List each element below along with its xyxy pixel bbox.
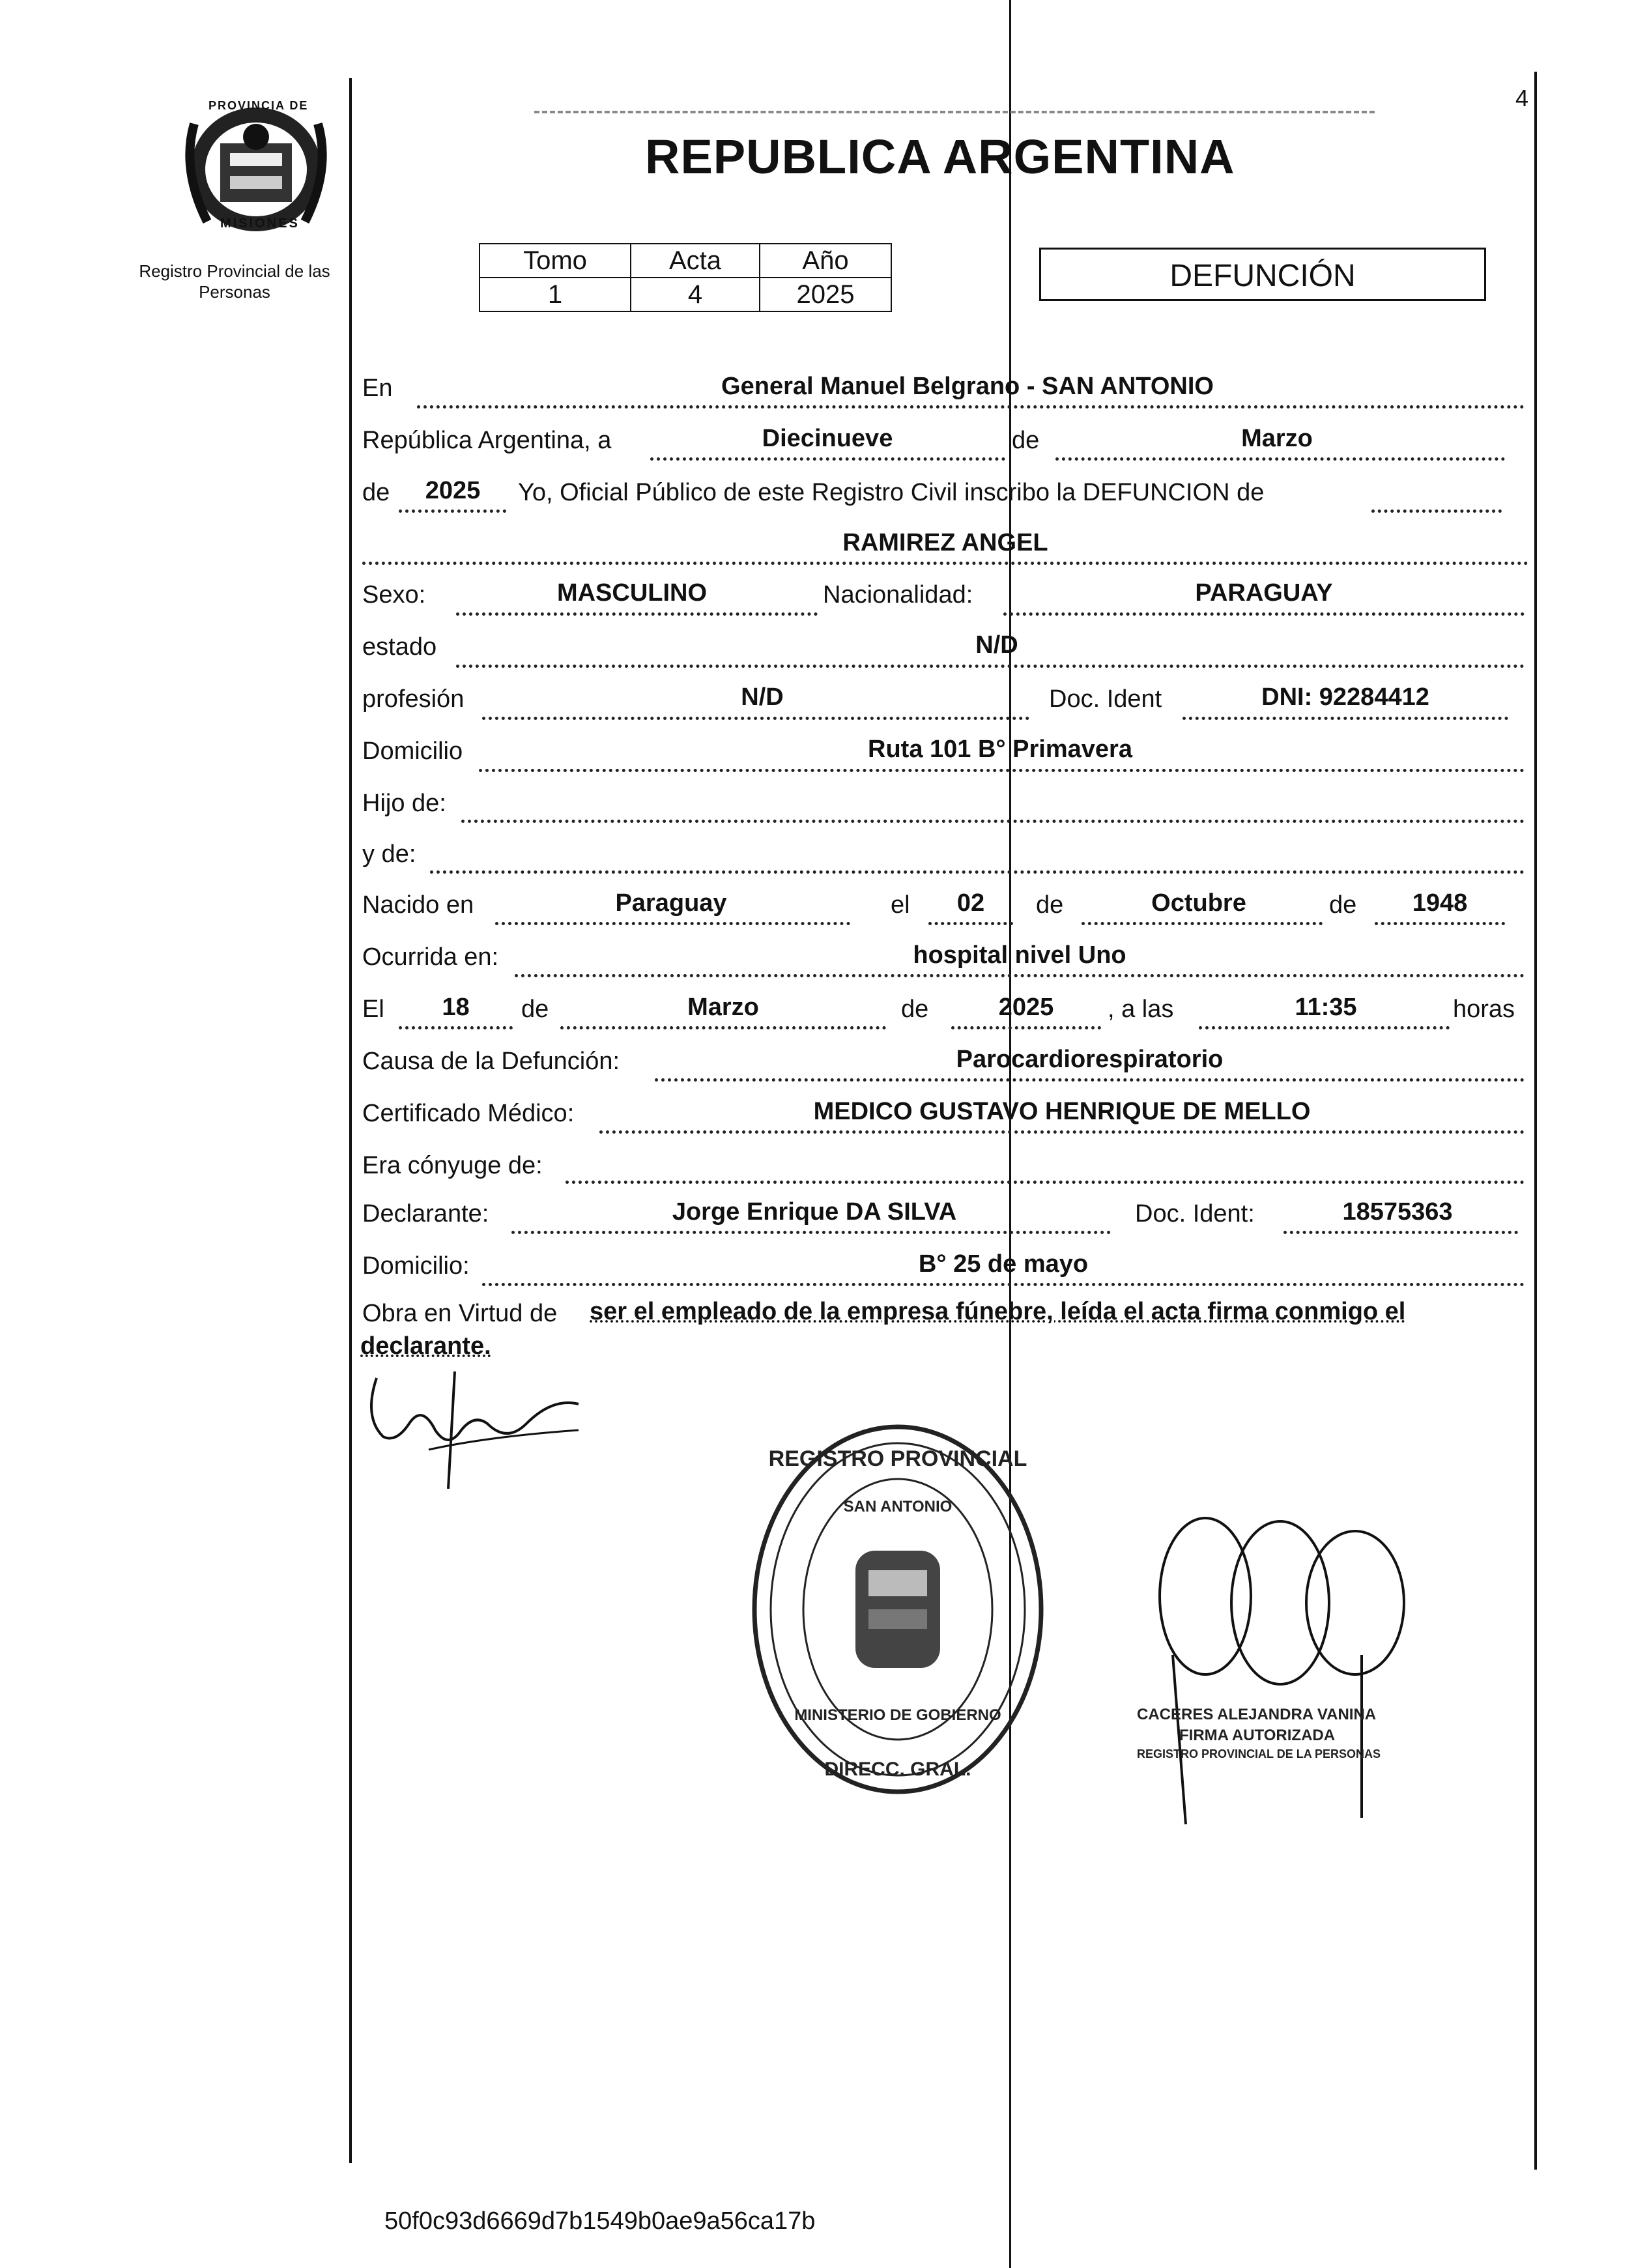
def-hora: 11:35 xyxy=(1295,994,1357,1021)
svg-text:DIRECC. GRAL.: DIRECC. GRAL. xyxy=(824,1758,971,1780)
conyuge-label: Era cónyuge de: xyxy=(362,1152,543,1179)
official-signature xyxy=(1147,1512,1459,1837)
dia-value: Diecinueve xyxy=(762,425,893,452)
acta-value: 4 xyxy=(631,278,760,311)
authority-title: FIRMA AUTORIZADA xyxy=(1179,1727,1336,1744)
emblem-text-bottom: MISIONES xyxy=(220,216,300,231)
issuer-label: Registro Provincial de las Personas xyxy=(139,261,330,302)
tomo-value: 1 xyxy=(480,278,631,311)
tomo-header: Tomo xyxy=(480,244,631,278)
obra-label: Obra en Virtud de xyxy=(362,1300,558,1327)
nacido-dots xyxy=(495,922,850,925)
el-label: el xyxy=(891,891,910,919)
decl-doc-value: 18575363 xyxy=(1342,1198,1453,1226)
def-anio: 2025 xyxy=(998,994,1054,1021)
obra-value-2: declarante. xyxy=(360,1332,491,1360)
def-mes: Marzo xyxy=(687,994,759,1021)
nacionalidad-label: Nacionalidad: xyxy=(823,581,973,609)
estado-dots xyxy=(456,665,1525,668)
sexo-value: MASCULINO xyxy=(556,579,708,607)
svg-text:MINISTERIO DE GOBIERNO: MINISTERIO DE GOBIERNO xyxy=(794,1706,1001,1724)
nac-dia-dots xyxy=(928,922,1013,925)
profesion-value: N/D xyxy=(741,683,784,711)
doc-dots xyxy=(1182,717,1508,720)
header-dashes xyxy=(534,111,1375,116)
ocurrida-dots xyxy=(515,974,1525,977)
authority-office: REGISTRO PROVINCIAL DE LA PERSONAS xyxy=(1137,1747,1381,1760)
nacionalidad-value: PARAGUAY xyxy=(1195,579,1333,607)
declarante-value: Jorge Enrique DA SILVA xyxy=(672,1198,957,1226)
yo-text: Yo, Oficial Público de este Registro Civil inscribo la DEFUNCION de xyxy=(518,479,1265,506)
hijo-dots xyxy=(461,820,1525,823)
doc-value: DNI: 92284412 xyxy=(1261,683,1429,711)
anio-value: 2025 xyxy=(425,477,481,504)
obra-value-1: ser el empleado de la empresa fúnebre, leída el acta firma conmigo el xyxy=(590,1298,1406,1325)
def-dia: 18 xyxy=(442,994,470,1021)
svg-text:SAN ANTONIO: SAN ANTONIO xyxy=(843,1498,953,1515)
emblem-text-top: PROVINCIA DE xyxy=(208,99,309,112)
nacido-label: Nacido en xyxy=(362,891,474,919)
horas-label: horas xyxy=(1453,996,1515,1023)
causa-value: Parocardiorespiratorio xyxy=(956,1046,1224,1073)
certificado-label: Certificado Médico: xyxy=(362,1100,575,1127)
domicilio-label: Domicilio xyxy=(362,738,463,765)
anio-header: Año xyxy=(760,244,891,278)
alas-label: , a las xyxy=(1108,996,1174,1023)
el-label-2: El xyxy=(362,996,384,1023)
def-dia-dots xyxy=(399,1026,513,1029)
causa-dots xyxy=(655,1078,1525,1082)
decl-doc-dots xyxy=(1283,1231,1518,1234)
domicilio-value: Ruta 101 B° Primavera xyxy=(868,736,1132,763)
record-type-box: DEFUNCIÓN xyxy=(1039,248,1486,301)
registry-table xyxy=(479,243,892,312)
en-dots xyxy=(417,405,1525,409)
de-label-4: de xyxy=(521,996,549,1023)
republica-label: República Argentina, a xyxy=(362,427,612,454)
anio-dots xyxy=(399,510,506,513)
dia-dots xyxy=(650,457,1005,461)
acta-header: Acta xyxy=(631,244,760,278)
nac-anio-dots xyxy=(1375,922,1505,925)
yo-dots xyxy=(1371,510,1502,513)
de-label-2: de xyxy=(1036,891,1064,919)
mes-dots xyxy=(1055,457,1505,461)
sexo-label: Sexo: xyxy=(362,581,426,609)
decl-domicilio-value: B° 25 de mayo xyxy=(918,1250,1089,1278)
declarant-signature xyxy=(357,1352,585,1489)
conyuge-dots xyxy=(566,1181,1525,1184)
certificado-value: MEDICO GUSTAVO HENRIQUE DE MELLO xyxy=(813,1098,1311,1125)
de-label-5: de xyxy=(901,996,929,1023)
en-label: En xyxy=(362,375,393,402)
ocurrida-label: Ocurrida en: xyxy=(362,943,499,971)
nac-mes: Octubre xyxy=(1151,889,1246,917)
ocurrida-value: hospital nivel Uno xyxy=(913,941,1126,969)
left-margin-line xyxy=(349,78,352,2163)
name-dots xyxy=(362,562,1528,565)
anio-value: 2025 xyxy=(760,278,891,311)
estado-value: N/D xyxy=(975,631,1018,659)
de-label: de xyxy=(1012,427,1040,454)
yde-label: y de: xyxy=(362,840,416,868)
hijo-label: Hijo de: xyxy=(362,790,446,817)
def-hora-dots xyxy=(1199,1026,1450,1029)
declarante-dots xyxy=(511,1231,1111,1234)
en-value: General Manuel Belgrano - SAN ANTONIO xyxy=(721,373,1214,400)
de-label-3: de xyxy=(1329,891,1357,919)
mes-value: Marzo xyxy=(1241,425,1313,452)
nacido-value: Paraguay xyxy=(615,889,727,917)
def-mes-dots xyxy=(560,1026,886,1029)
decl-domicilio-label: Domicilio: xyxy=(362,1252,470,1280)
document-hash: 50f0c93d6669d7b1549b0ae9a56ca17b xyxy=(384,2207,816,2235)
def-anio-dots xyxy=(951,1026,1101,1029)
decl-doc-label: Doc. Ident: xyxy=(1135,1200,1255,1227)
official-registry-stamp xyxy=(748,1420,1048,1798)
deceased-name: RAMIREZ ANGEL xyxy=(842,529,1048,556)
nac-dia: 02 xyxy=(956,889,985,917)
yde-dots xyxy=(430,870,1525,874)
certificado-dots xyxy=(599,1130,1525,1134)
right-margin-line xyxy=(1534,72,1537,2170)
nacionalidad-dots xyxy=(1003,612,1525,616)
profesion-label: profesión xyxy=(362,685,465,713)
estado-label: estado xyxy=(362,633,437,661)
svg-text:REGISTRO PROVINCIAL: REGISTRO PROVINCIAL xyxy=(768,1446,1027,1471)
scan-center-line xyxy=(1009,0,1011,2268)
decl-domicilio-dots xyxy=(482,1283,1525,1286)
authority-name: CACERES ALEJANDRA VANINA xyxy=(1137,1706,1377,1723)
declarante-label: Declarante: xyxy=(362,1200,489,1227)
doc-label: Doc. Ident xyxy=(1049,685,1162,713)
causa-label: Causa de la Defunción: xyxy=(362,1048,620,1075)
nac-anio: 1948 xyxy=(1412,889,1468,917)
anio-prefix: de xyxy=(362,479,390,506)
nac-mes-dots xyxy=(1082,922,1323,925)
page-title: REPUBLICA ARGENTINA xyxy=(645,130,1235,184)
page-number: 4 xyxy=(1515,85,1529,111)
profesion-dots xyxy=(482,717,1029,720)
domicilio-dots xyxy=(479,769,1525,772)
sexo-dots xyxy=(456,612,818,616)
